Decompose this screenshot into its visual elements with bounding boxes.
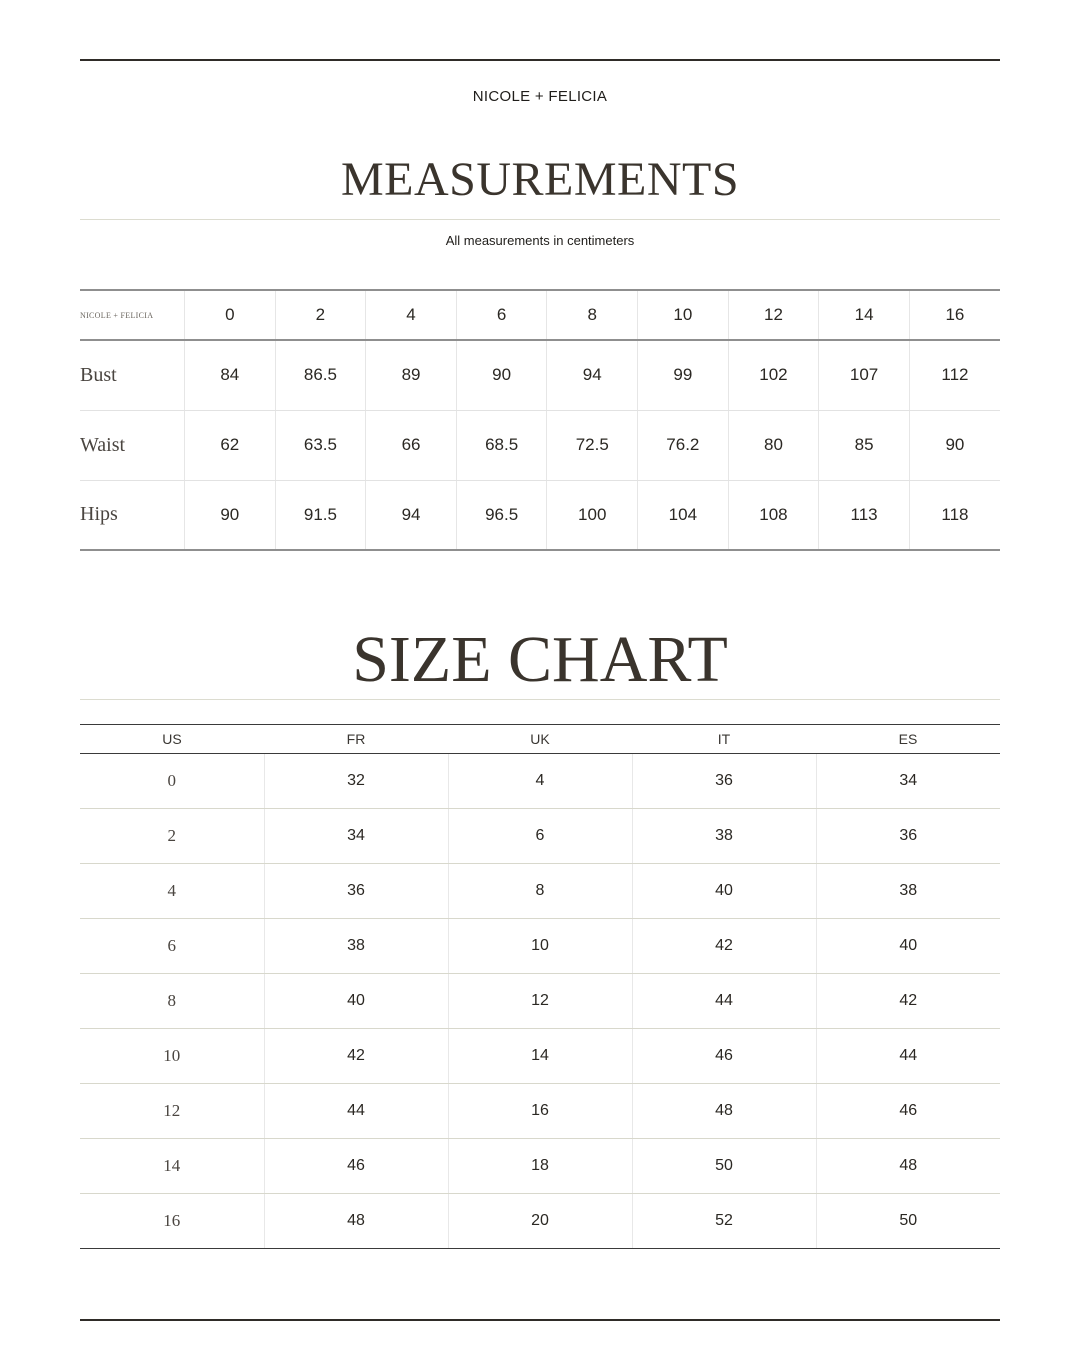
measurement-cell: 89 — [366, 340, 457, 410]
size-cell: 38 — [632, 809, 816, 864]
measurements-table — [80, 289, 1000, 551]
size-cell: 42 — [632, 919, 816, 974]
size-chart-title: SIZE CHART — [352, 623, 728, 696]
measurement-cell: 112 — [909, 340, 1000, 410]
size-chart-header-row — [80, 725, 1000, 754]
size-chart-row — [80, 974, 1000, 1029]
size-cell: 52 — [632, 1194, 816, 1249]
size-cell: 42 — [816, 974, 1000, 1029]
size-chart-row — [80, 1084, 1000, 1139]
size-cell: 38 — [816, 864, 1000, 919]
size-cell: 34 — [264, 809, 448, 864]
size-chart-row — [80, 864, 1000, 919]
us-size-cell: 2 — [80, 809, 264, 864]
size-cell: 36 — [264, 864, 448, 919]
measurement-cell: 90 — [909, 410, 1000, 480]
size-chart-row — [80, 1029, 1000, 1084]
measurement-row-bust — [80, 340, 1000, 410]
measurement-cell: 90 — [185, 480, 276, 550]
size-cell: 20 — [448, 1194, 632, 1249]
measurement-cell: 104 — [638, 480, 729, 550]
size-chart-row — [80, 809, 1000, 864]
size-cell: 44 — [264, 1084, 448, 1139]
measurement-cell: 80 — [728, 410, 819, 480]
measurement-cell: 68.5 — [456, 410, 547, 480]
size-cell: 48 — [632, 1084, 816, 1139]
size-cell: 50 — [816, 1194, 1000, 1249]
measurements-title: MEASUREMENTS — [340, 153, 740, 206]
size-cell: 18 — [448, 1139, 632, 1194]
measurement-cell: 100 — [547, 480, 638, 550]
measurement-cell: 94 — [547, 340, 638, 410]
size-header: 14 — [819, 290, 910, 340]
measurement-cell: 91.5 — [275, 480, 366, 550]
column-header-us: US — [80, 725, 264, 754]
measurement-cell: 96.5 — [456, 480, 547, 550]
size-cell: 10 — [448, 919, 632, 974]
column-header-uk: UK — [448, 725, 632, 754]
size-cell: 46 — [264, 1139, 448, 1194]
measurement-cell: 84 — [185, 340, 276, 410]
bottom-rule — [80, 1319, 1000, 1321]
size-cell: 36 — [816, 809, 1000, 864]
measurement-cell: 85 — [819, 410, 910, 480]
size-cell: 42 — [264, 1029, 448, 1084]
size-cell: 4 — [448, 754, 632, 809]
measurement-cell: 62 — [185, 410, 276, 480]
size-header: 10 — [638, 290, 729, 340]
size-header: 12 — [728, 290, 819, 340]
us-size-cell: 12 — [80, 1084, 264, 1139]
size-header: 16 — [909, 290, 1000, 340]
size-header: 8 — [547, 290, 638, 340]
measurement-cell: 66 — [366, 410, 457, 480]
us-size-cell: 10 — [80, 1029, 264, 1084]
size-chart-title-divider — [80, 699, 1000, 700]
size-cell: 48 — [264, 1194, 448, 1249]
measurement-cell: 108 — [728, 480, 819, 550]
measurement-cell: 113 — [819, 480, 910, 550]
measurements-header-row — [80, 290, 1000, 340]
measurement-cell: 118 — [909, 480, 1000, 550]
size-cell: 8 — [448, 864, 632, 919]
size-chart-row — [80, 1194, 1000, 1249]
size-cell: 6 — [448, 809, 632, 864]
measurement-cell: 86.5 — [275, 340, 366, 410]
top-rule — [80, 59, 1000, 61]
row-label: Waist — [80, 410, 185, 480]
us-size-cell: 4 — [80, 864, 264, 919]
size-chart-row — [80, 754, 1000, 809]
column-header-fr: FR — [264, 725, 448, 754]
size-chart-row — [80, 1139, 1000, 1194]
measurement-cell: 90 — [456, 340, 547, 410]
size-cell: 48 — [816, 1139, 1000, 1194]
measurement-cell: 99 — [638, 340, 729, 410]
measurement-cell: 72.5 — [547, 410, 638, 480]
size-header: 4 — [366, 290, 457, 340]
size-cell: 44 — [632, 974, 816, 1029]
measurement-cell: 107 — [819, 340, 910, 410]
size-cell: 16 — [448, 1084, 632, 1139]
us-size-cell: 8 — [80, 974, 264, 1029]
row-label: Bust — [80, 340, 185, 410]
size-cell: 46 — [816, 1084, 1000, 1139]
column-header-es: ES — [816, 725, 1000, 754]
size-cell: 14 — [448, 1029, 632, 1084]
size-cell: 40 — [264, 974, 448, 1029]
measurement-cell: 76.2 — [638, 410, 729, 480]
size-cell: 36 — [632, 754, 816, 809]
us-size-cell: 0 — [80, 754, 264, 809]
size-chart-row — [80, 919, 1000, 974]
size-cell: 50 — [632, 1139, 816, 1194]
row-label: Hips — [80, 480, 185, 550]
measurement-cell: 102 — [728, 340, 819, 410]
brand-name: NICOLE + FELICIA — [472, 88, 608, 105]
us-size-cell: 6 — [80, 919, 264, 974]
size-cell: 40 — [816, 919, 1000, 974]
measurement-row-hips — [80, 480, 1000, 550]
measurements-title-divider — [80, 219, 1000, 220]
measurements-subtitle: All measurements in centimeters — [445, 233, 635, 248]
size-chart-table — [80, 724, 1000, 1249]
us-size-cell: 14 — [80, 1139, 264, 1194]
measurement-cell: 94 — [366, 480, 457, 550]
measurement-row-waist — [80, 410, 1000, 480]
measurement-cell: 63.5 — [275, 410, 366, 480]
size-cell: 46 — [632, 1029, 816, 1084]
size-cell: 44 — [816, 1029, 1000, 1084]
size-header: 2 — [275, 290, 366, 340]
column-header-it: IT — [632, 725, 816, 754]
size-header: 6 — [456, 290, 547, 340]
size-cell: 12 — [448, 974, 632, 1029]
us-size-cell: 16 — [80, 1194, 264, 1249]
size-cell: 34 — [816, 754, 1000, 809]
size-cell: 32 — [264, 754, 448, 809]
size-cell: 38 — [264, 919, 448, 974]
corner-brand-label: NICOLE + FELICIA — [80, 290, 185, 340]
size-header: 0 — [185, 290, 276, 340]
size-cell: 40 — [632, 864, 816, 919]
